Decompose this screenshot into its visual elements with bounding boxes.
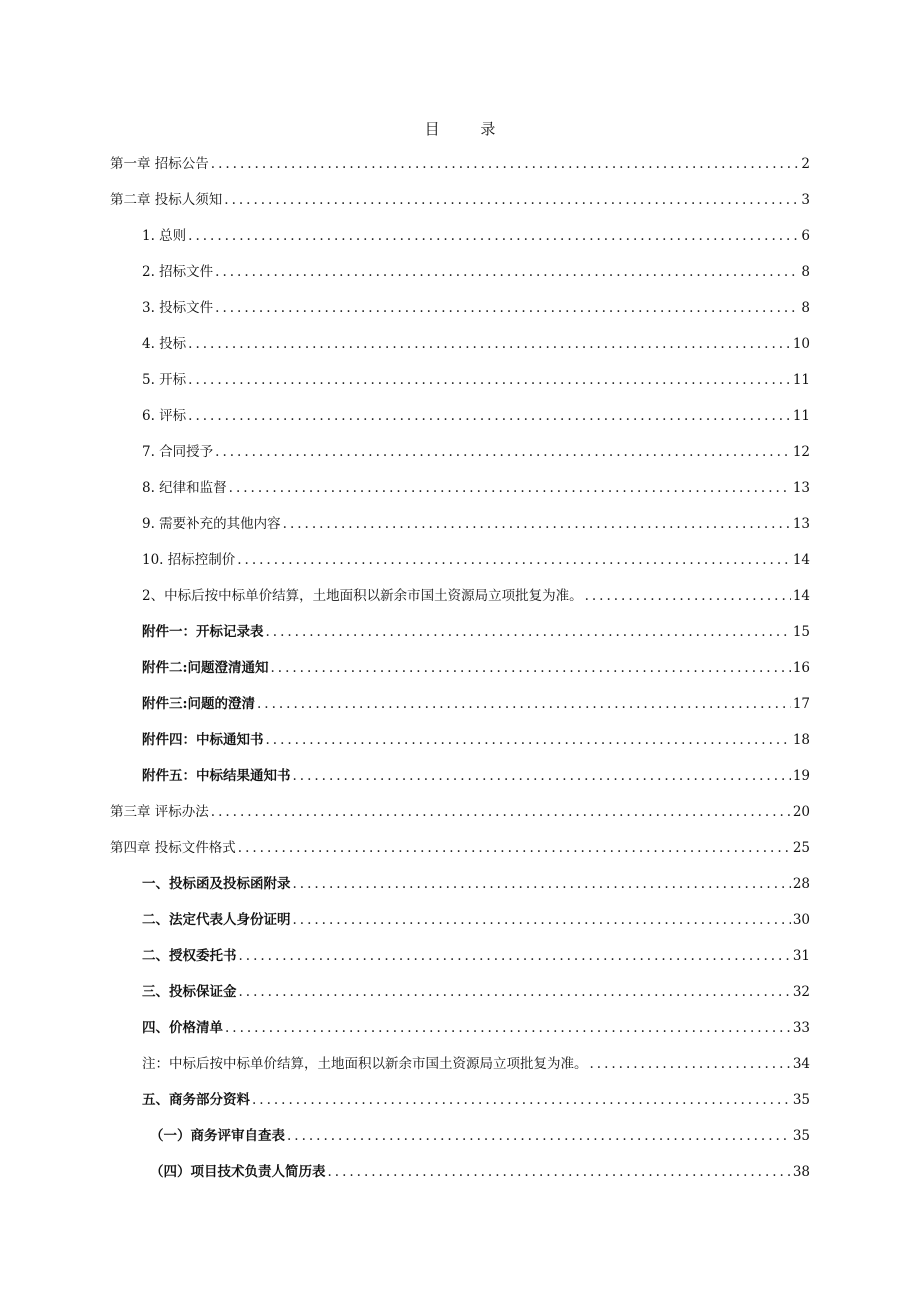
toc-entry-page: 34 [792, 1056, 810, 1072]
dot-leader [213, 260, 799, 284]
toc-entry-page: 8 [801, 300, 810, 316]
dot-leader [255, 692, 791, 716]
toc-entry-text: 2. 招标文件 [142, 264, 214, 280]
dot-leader [583, 584, 791, 608]
toc-entry-text: 8. 纪律和监督 [142, 480, 227, 496]
toc-entry-text: 第一章 招标公告 [110, 156, 209, 172]
toc-entry-page: 3 [801, 192, 810, 208]
toc-entry-text: 附件五：中标结果通知书 [142, 768, 291, 784]
toc-entry[interactable] [142, 908, 810, 932]
toc-entry-text: 10. 招标控制价 [142, 552, 236, 568]
dot-leader [285, 1124, 791, 1148]
toc-entry[interactable] [142, 224, 810, 248]
toc-entry-page: 2 [801, 156, 810, 172]
toc-entry-page: 33 [792, 1020, 810, 1036]
toc-entry[interactable] [142, 476, 810, 500]
toc-entry-page: 12 [792, 444, 810, 460]
toc-entry-text: 9. 需要补充的其他内容 [142, 516, 281, 532]
toc-entry-text: 三、投标保证金 [142, 984, 237, 1000]
toc-title: 目 录 [424, 120, 514, 138]
toc-entry-page: 28 [792, 876, 810, 892]
toc-entry-text: 4. 投标 [142, 336, 187, 352]
toc-entry-page: 15 [792, 624, 810, 640]
toc-entry-text: 附件四：中标通知书 [142, 732, 264, 748]
toc-entry-page: 14 [792, 588, 810, 604]
toc-entry-text: 6. 评标 [142, 408, 187, 424]
toc-entry[interactable] [142, 548, 810, 572]
toc-entry-page: 14 [792, 552, 810, 568]
dot-leader [326, 1160, 791, 1184]
toc-entry-page: 35 [792, 1092, 810, 1108]
toc-entry-appendix[interactable] [142, 692, 810, 716]
toc-entry-text: 四、价格清单 [142, 1020, 223, 1036]
toc-entry-text: 7. 合同授予 [142, 444, 214, 460]
toc-entry-page: 25 [792, 840, 810, 856]
toc-entry-text: 附件三:问题的澄清 [142, 696, 255, 712]
dot-leader [186, 404, 791, 428]
toc-entry-text: 3. 投标文件 [142, 300, 214, 316]
toc-entry[interactable] [150, 1124, 810, 1148]
toc-entry-page: 18 [792, 732, 810, 748]
toc-entry[interactable] [142, 296, 810, 320]
toc-entry-text: 5. 开标 [142, 372, 187, 388]
toc-entry-text: 第四章 投标文件格式 [110, 840, 236, 856]
toc-entry[interactable] [142, 944, 810, 968]
toc-entry-appendix[interactable] [142, 728, 810, 752]
toc-entry-page: 13 [792, 516, 810, 532]
dot-leader [186, 332, 791, 356]
toc-entry[interactable] [150, 1160, 810, 1184]
toc-entry-page: 11 [792, 408, 810, 424]
dot-leader [268, 656, 790, 680]
dot-leader [235, 548, 791, 572]
dot-leader [281, 512, 791, 536]
toc-entry[interactable] [142, 440, 810, 464]
toc-entry-page: 38 [792, 1164, 810, 1180]
dot-leader [209, 800, 791, 824]
dot-leader [186, 224, 799, 248]
toc-entry-page: 32 [792, 984, 810, 1000]
toc-entry-text: 1. 总则 [142, 228, 187, 244]
toc-entry[interactable] [142, 1016, 810, 1040]
toc-entry[interactable] [142, 1052, 810, 1076]
toc-entry-appendix[interactable] [142, 656, 810, 680]
toc-entry-page: 35 [792, 1128, 810, 1144]
dot-leader [291, 764, 791, 788]
toc-entry-page: 20 [792, 804, 810, 820]
toc-entry-chapter-3[interactable] [110, 800, 810, 824]
toc-entry-text: 五、商务部分资料 [142, 1092, 250, 1108]
dot-leader [222, 188, 799, 212]
toc-entry-text: 二、法定代表人身份证明 [142, 912, 291, 928]
dot-leader [291, 908, 791, 932]
toc-entry-appendix[interactable] [142, 764, 810, 788]
toc-entry-text: 附件二:问题澄清通知 [142, 660, 269, 676]
toc-entry-page: 11 [792, 372, 810, 388]
dot-leader [264, 728, 791, 752]
toc-entry-page: 16 [792, 660, 810, 676]
toc-entry-appendix[interactable] [142, 620, 810, 644]
toc-entry-text: 二、授权委托书 [142, 948, 237, 964]
toc-entry-text: 第三章 评标办法 [110, 804, 209, 820]
dot-leader [250, 1088, 791, 1112]
dot-leader [213, 296, 799, 320]
toc-entry[interactable] [142, 584, 810, 608]
toc-entry-page: 31 [792, 948, 810, 964]
dot-leader [264, 620, 791, 644]
toc-entry[interactable] [142, 368, 810, 392]
toc-entry-page: 13 [792, 480, 810, 496]
toc-entry-text: 注：中标后按中标单价结算，土地面积以新余市国土资源局立项批复为准。 [142, 1056, 588, 1072]
dot-leader [588, 1052, 791, 1076]
dot-leader [209, 152, 800, 176]
toc-entry[interactable] [142, 404, 810, 428]
toc-entry-page: 30 [792, 912, 810, 928]
toc-entry[interactable] [142, 332, 810, 356]
dot-leader [223, 1016, 791, 1040]
toc-entry-chapter-2[interactable] [110, 188, 810, 212]
dot-leader [237, 944, 791, 968]
dot-leader [237, 980, 791, 1004]
toc-entry-page: 10 [792, 336, 810, 352]
toc-entry-text: 2、中标后按中标单价结算，土地面积以新余市国土资源局立项批复为准。 [142, 588, 583, 604]
toc-entry[interactable] [142, 512, 810, 536]
toc-entry-text: （四）项目技术负责人简历表 [150, 1164, 326, 1180]
toc-entry-chapter-4[interactable] [110, 836, 810, 860]
toc-entry-text: 一、投标函及投标函附录 [142, 876, 291, 892]
toc-entry[interactable] [142, 1088, 810, 1112]
toc-entry-page: 8 [801, 264, 810, 280]
toc-entry-text: （一）商务评审自查表 [150, 1128, 285, 1144]
dot-leader [213, 440, 791, 464]
toc-entry-chapter-1[interactable] [110, 152, 810, 176]
toc-entry-page: 19 [792, 768, 810, 784]
toc-entry-page: 6 [801, 228, 810, 244]
toc-entry-page: 17 [792, 696, 810, 712]
toc-entry[interactable] [142, 260, 810, 284]
dot-leader [236, 836, 791, 860]
toc-entry[interactable] [142, 980, 810, 1004]
toc-entry-text: 附件一：开标记录表 [142, 624, 264, 640]
toc-entry[interactable] [142, 872, 810, 896]
dot-leader [291, 872, 791, 896]
dot-leader [227, 476, 791, 500]
dot-leader [186, 368, 791, 392]
toc-entry-text: 第二章 投标人须知 [110, 192, 223, 208]
